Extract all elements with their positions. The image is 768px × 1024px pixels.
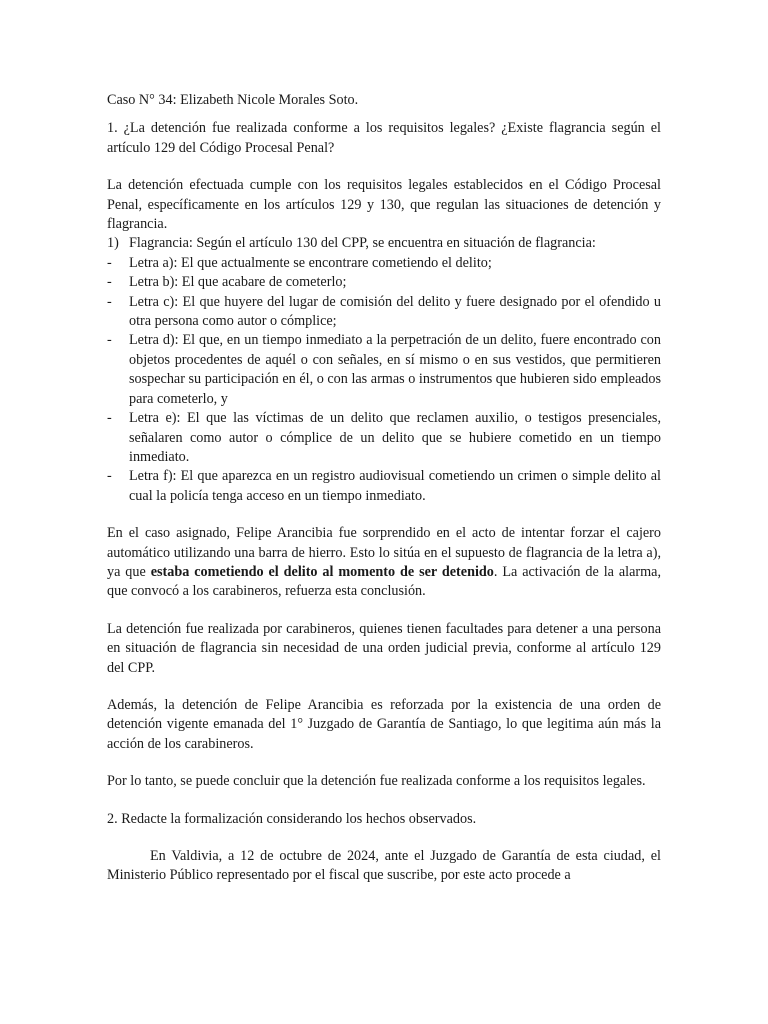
list-item (107, 254, 661, 273)
list-item-text: Letra f): El que aparezca en un registro audiovisual cometiendo un crimen o simple delito al cual la policía tenga acceso en un tiempo inmediato. (129, 468, 661, 504)
conclusion-paragraph: Por lo tanto, se puede concluir que la detención fue realizada conforme a los requisitos legales. (107, 773, 646, 790)
list-marker: - (107, 254, 112, 271)
list-item-text: Letra a): El que actualmente se encontrare cometiendo el delito; (129, 254, 492, 271)
list-header (107, 234, 661, 253)
case-paragraph (107, 524, 661, 602)
carabineros-paragraph: La detención fue realizada por carabineros, quienes tienen facultades para detener a una persona en situación de flagrancia sin necesidad de una orden judicial previa, conforme al artículo 129 del CPP. (107, 620, 661, 676)
list-marker: - (107, 468, 112, 485)
list-item-text: Letra d): El que, en un tiempo inmediato a la perpetración de un delito, fuere encontrado con objetos procedentes de aquél o con señales, en sí mismo o en sus vestidos, que permitieren sospechar su participación en él, o con las armas o instrumentos que hubieren sido empleados para cometerlo, y (129, 332, 661, 407)
case-title: Caso N° 34: Elizabeth Nicole Morales Soto. (107, 92, 359, 108)
list-item (107, 293, 661, 332)
list-header-text: Flagrancia: Según el artículo 130 del CPP, se encuentra en situación de flagrancia: (129, 235, 596, 252)
case-paragraph-end: . La activación de la alarma, que convocó a los carabineros, refuerza esta conclusión. (107, 563, 661, 600)
list-item (107, 273, 661, 292)
list-item (107, 467, 661, 506)
list-marker: - (107, 410, 112, 427)
flagrancia-list (107, 234, 661, 506)
formalizacion-paragraph: En Valdivia, a 12 de octubre de 2024, ante el Juzgado de Garantía de esta ciudad, el Ministerio Público representado por el fiscal que suscribe, por este acto procede a (107, 848, 661, 884)
list-item-text: Letra b): El que acabare de cometerlo; (129, 274, 347, 291)
list-marker: 1) (107, 235, 119, 252)
question-1: 1. ¿La detención fue realizada conforme a los requisitos legales? ¿Existe flagrancia según el artículo 129 del Código Procesal Penal? (107, 120, 661, 156)
document-body (107, 91, 661, 886)
list-item-text: Letra e): El que las víctimas de un delito que reclamen auxilio, o testigos presenciales, señalaren como autor o cómplice de un delito que se hubiere cometido en un tiempo inmediato. (129, 410, 661, 465)
list-marker: - (107, 332, 112, 349)
question-2: 2. Redacte la formalización considerando los hechos observados. (107, 810, 477, 827)
list-item-text: Letra c): El que huyere del lugar de comisión del delito y fuere designado por el ofendido u otra persona como autor o cómplice; (129, 293, 661, 330)
case-paragraph-bold: estaba cometiendo el delito al momento de ser detenido (150, 563, 494, 580)
case-paragraph-start: En el caso asignado, Felipe Arancibia fue sorprendido en el acto de intentar forzar el cajero automático utilizando una barra de hierro. Esto lo sitúa en el supuesto de flagrancia de la letra a), ya que (107, 525, 661, 580)
orden-paragraph: Además, la detención de Felipe Arancibia es reforzada por la existencia de una orden de detención vigente emanada del 1° Juzgado de Garantía de Santiago, lo que legitima aún más la acción de los carabineros. (107, 696, 661, 752)
list-item (107, 331, 661, 409)
list-item (107, 409, 661, 467)
intro-paragraph: La detención efectuada cumple con los requisitos legales establecidos en el Código Procesal Penal, específicamente en los artículos 129 y 130, que regulan las situaciones de detención y flagrancia. (107, 177, 661, 233)
list-marker: - (107, 293, 112, 310)
list-marker: - (107, 274, 112, 291)
